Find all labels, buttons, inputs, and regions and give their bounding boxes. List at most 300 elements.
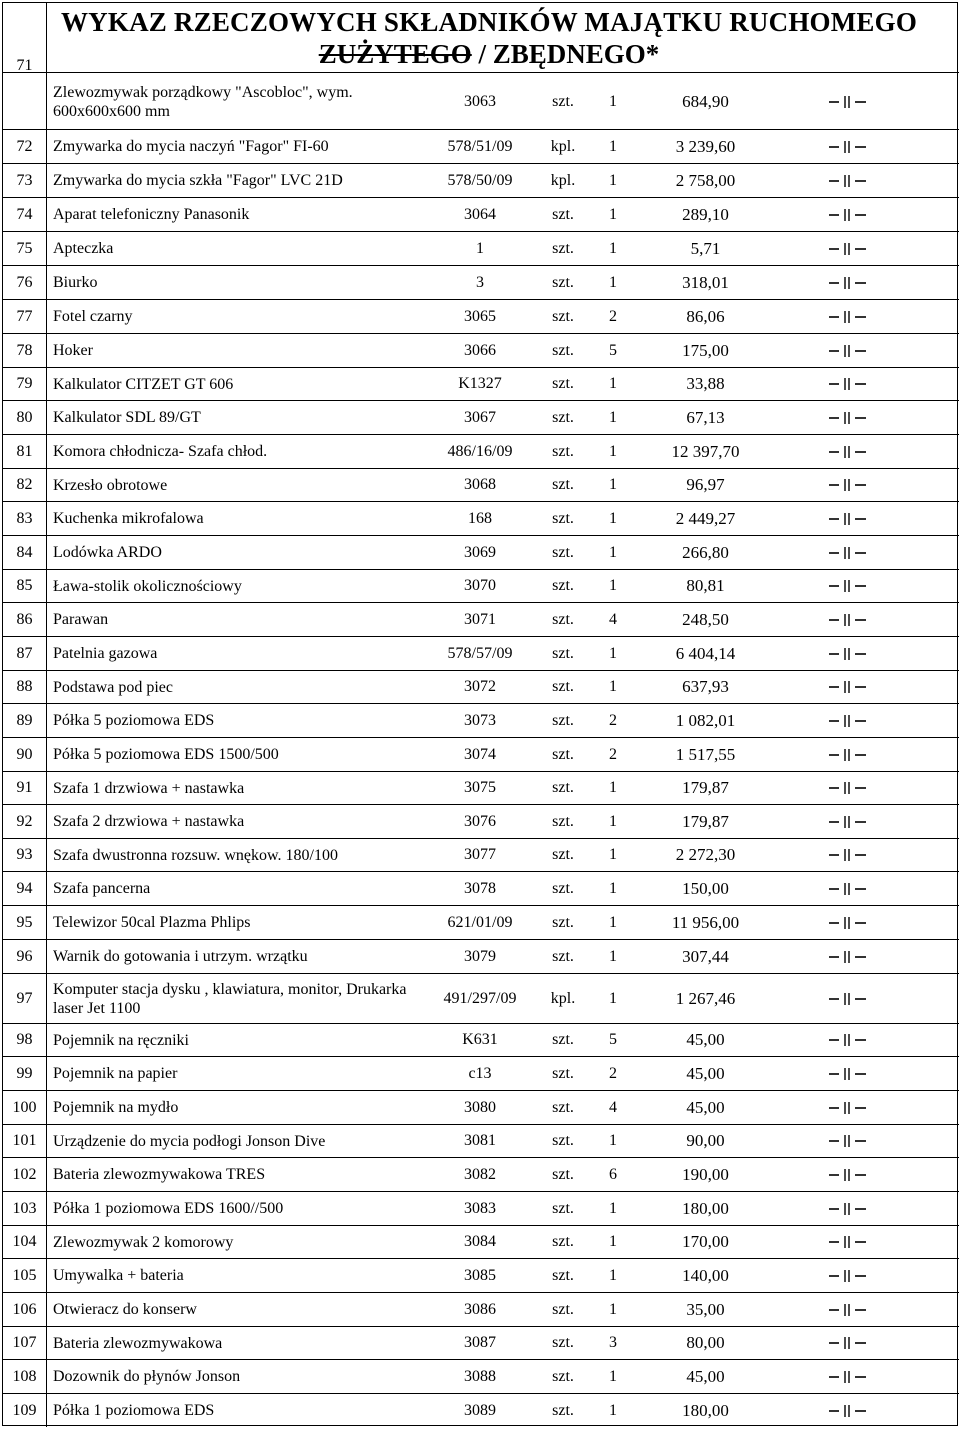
inventory-code: 3070 <box>464 577 496 594</box>
inventory-code: 3079 <box>464 947 496 965</box>
subtitle-rest: / ZBĘDNEGO* <box>471 39 660 69</box>
row-number: 89 <box>3 704 47 737</box>
quantity: 1 <box>609 678 617 695</box>
quantity: 2 <box>609 307 617 325</box>
ditto-mark-icon <box>803 266 893 299</box>
unit: szt. <box>552 745 574 763</box>
ditto-mark-icon <box>803 738 893 771</box>
quantity: 1 <box>609 543 617 561</box>
item-name: Szafa dwustronna rozsuw. wnękow. 180/100 <box>53 846 338 864</box>
unit: szt. <box>552 644 574 662</box>
inventory-code: 3074 <box>464 745 496 763</box>
item-value: 86,06 <box>686 306 725 326</box>
inventory-code: 3076 <box>464 812 496 830</box>
row-number: 83 <box>3 502 47 535</box>
item-name: Telewizor 50cal Plazma Phlips <box>53 914 251 931</box>
inventory-code: K631 <box>462 1031 498 1048</box>
ditto-mark-icon <box>803 906 893 939</box>
table-row <box>3 3 959 130</box>
table-row <box>3 940 959 974</box>
row-number: 108 <box>3 1360 47 1393</box>
table-row <box>3 1394 959 1427</box>
table-row <box>3 738 959 772</box>
item-name: Kuchenka mikrofalowa <box>53 510 204 527</box>
document-title: WYKAZ RZECZOWYCH SKŁADNIKÓW MAJĄTKU RUCHOMEGO <box>60 7 918 37</box>
ditto-mark-icon <box>803 1327 893 1359</box>
ditto-mark-icon <box>803 300 893 333</box>
row-number: 78 <box>3 334 47 367</box>
item-name: Lodówka ARDO <box>53 544 162 561</box>
row-number: 71 <box>3 3 47 129</box>
ditto-mark-icon <box>803 872 893 905</box>
table-row <box>3 1226 959 1259</box>
row-number: 98 <box>3 1024 47 1056</box>
table-row <box>3 469 959 502</box>
ditto-mark-icon <box>803 570 893 602</box>
row-number: 74 <box>3 198 47 231</box>
item-value: 45,00 <box>686 1366 725 1386</box>
item-value: 1 517,55 <box>675 744 736 764</box>
table-row <box>3 401 959 435</box>
item-name: Zmywarka do mycia szkła "Fagor" LVC 21D <box>53 172 343 189</box>
quantity: 1 <box>609 1367 617 1385</box>
item-name: Kalkulator SDL 89/GT <box>53 409 201 426</box>
unit: szt. <box>552 408 574 426</box>
row-number: 76 <box>3 266 47 299</box>
quantity: 4 <box>609 1098 617 1116</box>
item-name: Komora chłodnicza- Szafa chłod. <box>53 443 268 460</box>
ditto-mark-icon <box>803 805 893 838</box>
item-name: Bateria zlewozmywakowa TRES <box>53 1166 266 1183</box>
item-value: 170,00 <box>682 1232 729 1251</box>
quantity: 1 <box>609 273 617 291</box>
quantity: 1 <box>609 913 617 931</box>
inventory-code: 3078 <box>464 879 496 897</box>
row-number: 93 <box>3 839 47 871</box>
table-row <box>3 570 959 603</box>
row-number: 105 <box>3 1259 47 1292</box>
item-name: Fotel czarny <box>53 308 133 325</box>
row-number: 97 <box>3 974 47 1023</box>
quantity: 1 <box>609 1401 617 1419</box>
row-number: 109 <box>3 1394 47 1427</box>
inventory-code: 168 <box>468 509 492 527</box>
unit: szt. <box>552 812 574 830</box>
item-name: Pojemnik na mydło <box>53 1099 179 1116</box>
item-name: Półka 1 poziomowa EDS 1600//500 <box>53 1200 284 1217</box>
ditto-mark-icon <box>803 1293 893 1326</box>
quantity: 1 <box>609 812 617 830</box>
table-row <box>3 536 959 570</box>
row-number: 92 <box>3 805 47 838</box>
unit: szt. <box>552 509 574 527</box>
inventory-sheet <box>2 2 958 1426</box>
row-number: 86 <box>3 603 47 636</box>
table-row <box>3 974 959 1024</box>
item-name: Aparat telefoniczny Panasonik <box>53 206 250 223</box>
item-name: Szafa 1 drzwiowa + nastawka <box>53 779 245 797</box>
inventory-code: 3080 <box>464 1098 496 1116</box>
item-value: 180,00 <box>682 1198 729 1218</box>
ditto-mark-icon <box>803 704 893 737</box>
unit: szt. <box>552 1199 574 1217</box>
item-value: 179,87 <box>682 811 729 831</box>
row-number: 73 <box>3 164 47 197</box>
row-number: 104 <box>3 1226 47 1258</box>
table-row <box>3 603 959 637</box>
item-value: 180,00 <box>682 1400 729 1420</box>
ditto-mark-icon <box>803 1158 893 1191</box>
item-name: Biurko <box>53 274 98 291</box>
quantity: 1 <box>609 476 617 493</box>
unit: kpl. <box>550 171 576 189</box>
unit: szt. <box>552 273 574 291</box>
unit: szt. <box>552 846 574 863</box>
ditto-mark-icon <box>803 469 893 501</box>
quantity: 1 <box>609 1266 617 1284</box>
table-row <box>3 130 959 164</box>
item-value: 3 239,60 <box>675 136 736 156</box>
table-row <box>3 266 959 300</box>
item-name: Półka 5 poziomowa EDS 1500/500 <box>53 746 279 763</box>
unit: szt. <box>552 678 574 695</box>
item-value: 90,00 <box>686 1131 725 1150</box>
unit: szt. <box>552 205 574 223</box>
item-value: 96,97 <box>686 475 725 494</box>
ditto-mark-icon <box>803 536 893 569</box>
item-value: 45,00 <box>686 1030 725 1049</box>
row-number: 88 <box>3 671 47 703</box>
table-row <box>3 368 959 401</box>
item-name: Ława-stolik okolicznościowy <box>53 577 242 595</box>
inventory-code: 3068 <box>464 476 496 493</box>
unit: kpl. <box>550 137 576 155</box>
table-row <box>3 671 959 704</box>
inventory-code: 578/50/09 <box>447 171 513 189</box>
ditto-mark-icon <box>803 73 893 130</box>
unit: kpl. <box>550 989 576 1007</box>
inventory-code: 486/16/09 <box>447 442 513 460</box>
item-name: Bateria zlewozmywakowa <box>53 1334 223 1352</box>
item-value: 179,87 <box>682 778 729 797</box>
unit: szt. <box>552 711 574 729</box>
ditto-mark-icon <box>803 1394 893 1427</box>
ditto-mark-icon <box>803 232 893 265</box>
table-row <box>3 1057 959 1091</box>
quantity: 1 <box>609 509 617 527</box>
unit: szt. <box>552 1266 574 1284</box>
table-row <box>3 805 959 839</box>
item-name: Zlewozmywak porządkowy "Ascobloc", wym. 600x600x600 mm <box>53 83 353 120</box>
inventory-code: 3085 <box>464 1266 496 1284</box>
item-value: 67,13 <box>686 407 725 427</box>
item-value: 2 449,27 <box>675 508 736 528</box>
row-number: 101 <box>3 1125 47 1157</box>
row-number: 102 <box>3 1158 47 1191</box>
item-name: Hoker <box>53 342 93 359</box>
item-value: 307,44 <box>682 946 729 966</box>
unit: szt. <box>552 577 574 594</box>
inventory-code: 621/01/09 <box>447 913 513 931</box>
unit: szt. <box>552 1064 574 1082</box>
item-value: 45,00 <box>686 1063 725 1083</box>
quantity: 5 <box>609 341 617 359</box>
quantity: 1 <box>609 375 617 392</box>
ditto-mark-icon <box>803 401 893 434</box>
table-row <box>3 300 959 334</box>
row-number: 95 <box>3 906 47 939</box>
item-value: 80,81 <box>686 576 725 595</box>
ditto-mark-icon <box>803 940 893 973</box>
table-row <box>3 704 959 738</box>
item-value: 12 397,70 <box>671 441 740 461</box>
row-number: 99 <box>3 1057 47 1090</box>
unit: szt. <box>552 375 574 392</box>
quantity: 4 <box>609 610 617 628</box>
inventory-code: 3077 <box>464 846 496 863</box>
ditto-mark-icon <box>803 130 893 163</box>
quantity: 1 <box>609 1300 617 1318</box>
ditto-mark-icon <box>803 839 893 871</box>
item-name: Zmywarka do mycia naczyń "Fagor" FI-60 <box>53 138 329 155</box>
inventory-code: 3087 <box>464 1334 496 1351</box>
item-name: Podstawa pod piec <box>53 678 173 696</box>
item-name: Komputer stacja dysku , klawiatura, monitor, Drukarka laser Jet 1100 <box>53 980 407 1017</box>
inventory-code: K1327 <box>458 375 502 392</box>
inventory-code: 1 <box>476 239 484 257</box>
table-row <box>3 1360 959 1394</box>
table-row <box>3 1091 959 1125</box>
item-value: 2 272,30 <box>675 845 736 864</box>
inventory-code: 3072 <box>464 678 496 695</box>
row-number: 75 <box>3 232 47 265</box>
ditto-mark-icon <box>803 1024 893 1056</box>
table-row <box>3 1259 959 1293</box>
row-number: 96 <box>3 940 47 973</box>
item-name: Urządzenie do mycia podłogi Jonson Dive <box>53 1132 326 1150</box>
item-name: Warnik do gotowania i utrzym. wrzątku <box>53 948 308 965</box>
quantity: 1 <box>609 239 617 257</box>
table-row <box>3 906 959 940</box>
table-row <box>3 637 959 671</box>
table-row <box>3 839 959 872</box>
item-value: 35,00 <box>686 1299 725 1319</box>
item-value: 150,00 <box>682 878 729 898</box>
ditto-mark-icon <box>803 1125 893 1157</box>
table-row <box>3 435 959 469</box>
item-value: 11 956,00 <box>671 912 740 932</box>
item-value: 140,00 <box>682 1265 729 1285</box>
unit: szt. <box>552 92 574 110</box>
inventory-code: 3064 <box>464 205 496 223</box>
row-number: 81 <box>3 435 47 468</box>
item-value: 637,93 <box>682 677 729 696</box>
row-number: 72 <box>3 130 47 163</box>
ditto-mark-icon <box>803 1057 893 1090</box>
inventory-code: 578/51/09 <box>447 137 513 155</box>
unit: szt. <box>552 1300 574 1318</box>
quantity: 1 <box>609 879 617 897</box>
row-number: 85 <box>3 570 47 602</box>
quantity: 1 <box>609 92 617 110</box>
item-name: Szafa 2 drzwiowa + nastawka <box>53 813 245 830</box>
table-row <box>3 1125 959 1158</box>
inventory-code: 3075 <box>464 779 496 796</box>
row-number: 77 <box>3 300 47 333</box>
quantity: 1 <box>609 137 617 155</box>
item-name: Apteczka <box>53 240 114 257</box>
item-name: Pojemnik na ręczniki <box>53 1031 189 1049</box>
item-name: Otwieracz do konserw <box>53 1301 197 1318</box>
row-number: 82 <box>3 469 47 501</box>
item-name: Szafa pancerna <box>53 880 151 897</box>
inventory-code: 3088 <box>464 1367 496 1385</box>
row-number: 100 <box>3 1091 47 1124</box>
quantity: 1 <box>609 779 617 796</box>
inventory-code: 3069 <box>464 543 496 561</box>
quantity: 1 <box>609 846 617 863</box>
ditto-mark-icon <box>803 1192 893 1225</box>
inventory-code: 3083 <box>464 1199 496 1217</box>
item-value: 175,00 <box>682 340 729 360</box>
quantity: 1 <box>609 442 617 460</box>
unit: szt. <box>552 476 574 493</box>
inventory-code: 3071 <box>464 610 496 628</box>
row-number: 84 <box>3 536 47 569</box>
inventory-code: 3073 <box>464 711 496 729</box>
unit: szt. <box>552 1165 574 1183</box>
quantity: 1 <box>609 1233 617 1250</box>
table-row <box>3 772 959 805</box>
item-value: 289,10 <box>682 204 729 224</box>
inventory-code: 578/57/09 <box>447 644 513 662</box>
inventory-code: 491/297/09 <box>443 989 517 1007</box>
unit: szt. <box>552 341 574 359</box>
item-name: Dozownik do płynów Jonson <box>53 1368 241 1385</box>
item-value: 318,01 <box>682 272 729 292</box>
item-name: Umywalka + bateria <box>53 1267 184 1284</box>
ditto-mark-icon <box>803 368 893 400</box>
unit: szt. <box>552 543 574 561</box>
table-row <box>3 198 959 232</box>
quantity: 2 <box>609 1064 617 1082</box>
quantity: 1 <box>609 408 617 426</box>
row-number: 107 <box>3 1327 47 1359</box>
unit: szt. <box>552 307 574 325</box>
quantity: 1 <box>609 577 617 594</box>
quantity: 2 <box>609 711 617 729</box>
unit: szt. <box>552 1132 574 1149</box>
ditto-mark-icon <box>803 671 893 703</box>
inventory-code: 3081 <box>464 1132 496 1149</box>
unit: szt. <box>552 1031 574 1048</box>
unit: szt. <box>552 239 574 257</box>
item-value: 6 404,14 <box>675 643 736 663</box>
row-number: 91 <box>3 772 47 804</box>
ditto-mark-icon <box>803 334 893 367</box>
table-row <box>3 502 959 536</box>
ditto-mark-icon <box>803 435 893 468</box>
unit: szt. <box>552 879 574 897</box>
unit: szt. <box>552 1401 574 1419</box>
quantity: 1 <box>609 989 617 1007</box>
item-name: Patelnia gazowa <box>53 645 158 662</box>
ditto-mark-icon <box>803 1259 893 1292</box>
table-row <box>3 1158 959 1192</box>
unit: szt. <box>552 1367 574 1385</box>
item-name: Półka 1 poziomowa EDS <box>53 1402 215 1419</box>
item-name: Parawan <box>53 611 109 628</box>
ditto-mark-icon <box>803 164 893 197</box>
table-row <box>3 872 959 906</box>
item-value: 45,00 <box>686 1097 725 1117</box>
inventory-code: 3089 <box>464 1401 496 1419</box>
inventory-code: c13 <box>468 1064 492 1082</box>
table-row <box>3 1327 959 1360</box>
ditto-mark-icon <box>803 637 893 670</box>
unit: szt. <box>552 1233 574 1250</box>
ditto-mark-icon <box>803 1226 893 1258</box>
unit: szt. <box>552 442 574 460</box>
row-number: 79 <box>3 368 47 400</box>
item-value: 80,00 <box>686 1333 725 1352</box>
table-row <box>3 1293 959 1327</box>
table-row <box>3 334 959 368</box>
unit: szt. <box>552 1334 574 1351</box>
item-name: Kalkulator CITZET GT 606 <box>53 375 234 393</box>
item-name: Półka 5 poziomowa EDS <box>53 712 215 729</box>
row-number: 94 <box>3 872 47 905</box>
unit: szt. <box>552 610 574 628</box>
quantity: 2 <box>609 745 617 763</box>
item-value: 33,88 <box>686 374 725 393</box>
item-value: 5,71 <box>690 238 721 258</box>
quantity: 5 <box>609 1031 617 1048</box>
unit: szt. <box>552 947 574 965</box>
ditto-mark-icon <box>803 1091 893 1124</box>
ditto-mark-icon <box>803 198 893 231</box>
inventory-code: 3067 <box>464 408 496 426</box>
table-row <box>3 232 959 266</box>
ditto-mark-icon <box>803 502 893 535</box>
ditto-mark-icon <box>803 974 893 1023</box>
table-row <box>3 1024 959 1057</box>
quantity: 1 <box>609 171 617 189</box>
table-row <box>3 164 959 198</box>
inventory-code: 3082 <box>464 1165 496 1183</box>
ditto-mark-icon <box>803 772 893 804</box>
quantity: 1 <box>609 644 617 662</box>
struck-word: ZUŻYTEGO <box>318 39 472 69</box>
item-value: 190,00 <box>682 1164 729 1184</box>
row-number: 87 <box>3 637 47 670</box>
row-number: 103 <box>3 1192 47 1225</box>
item-value: 2 758,00 <box>675 170 736 190</box>
quantity: 1 <box>609 205 617 223</box>
unit: szt. <box>552 1098 574 1116</box>
item-value: 684,90 <box>682 91 729 111</box>
item-value: 1 267,46 <box>675 988 736 1008</box>
item-name: Krzesło obrotowe <box>53 476 168 494</box>
quantity: 1 <box>609 1199 617 1217</box>
item-value: 248,50 <box>682 609 729 629</box>
quantity: 1 <box>609 1132 617 1149</box>
row-number: 90 <box>3 738 47 771</box>
table-row <box>3 1192 959 1226</box>
ditto-mark-icon <box>803 1360 893 1393</box>
inventory-code: 3086 <box>464 1300 496 1318</box>
row-number: 106 <box>3 1293 47 1326</box>
